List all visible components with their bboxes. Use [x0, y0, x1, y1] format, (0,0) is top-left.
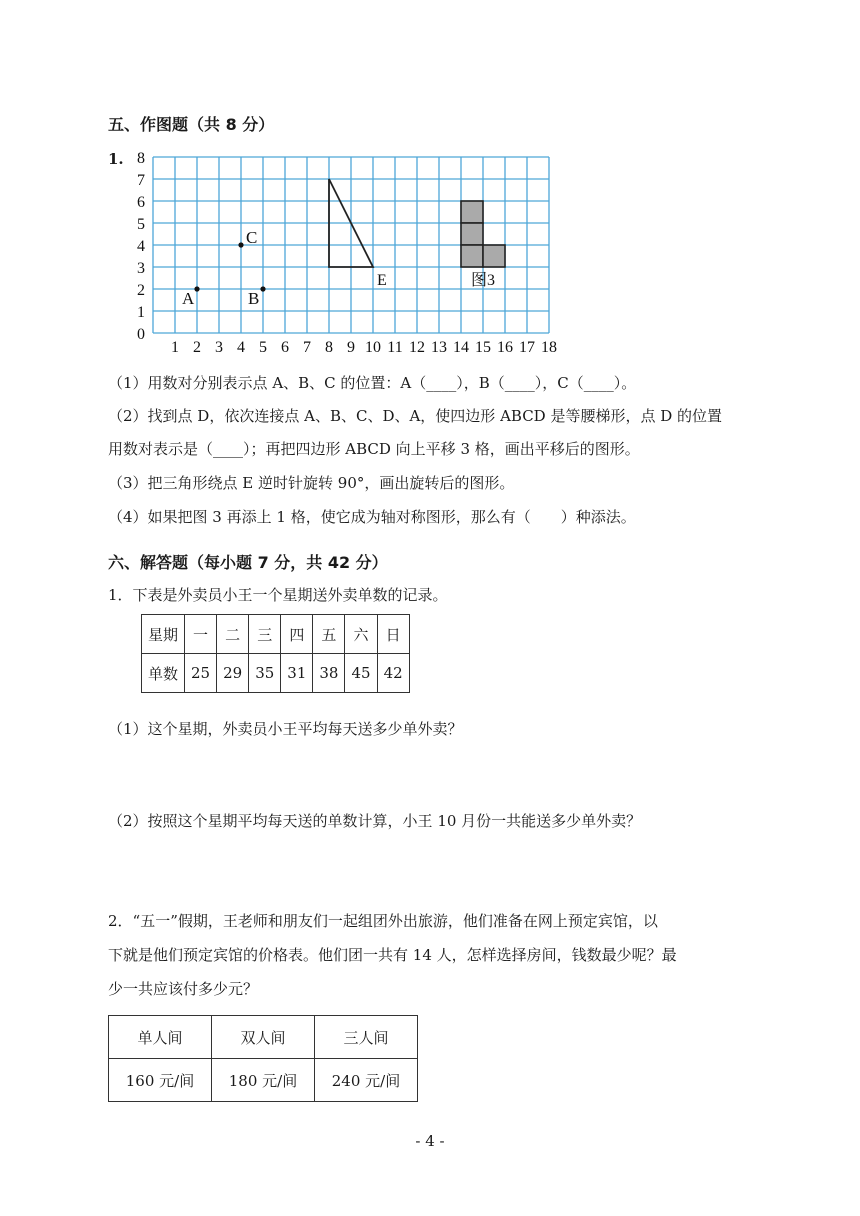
x-tick-label: 16	[497, 339, 513, 356]
table-cell: 单人间	[109, 1016, 212, 1059]
x-tick-label: 15	[475, 339, 491, 356]
table-cell: 240 元/间	[315, 1059, 418, 1102]
question-2-2-line2: 下就是他们预定宾馆的价格表。他们团一共有 14 人，怎样选择房间，钱数最少呢？最	[108, 946, 677, 964]
hotel-price-table	[108, 1015, 418, 1102]
table-cell: 星期	[142, 615, 185, 654]
point-e-label: E	[377, 272, 387, 289]
x-tick-label: 18	[541, 339, 557, 356]
question-1-4: （4）如果把图 3 再添上 1 格，使它成为轴对称图形，那么有（ ）种添法。	[108, 508, 636, 526]
x-tick-label: 3	[215, 339, 223, 356]
question-2-1-sub2: （2）按照这个星期平均每天送的单数计算，小王 10 月份一共能送多少单外卖？	[108, 812, 642, 830]
table-cell: 单数	[142, 654, 185, 693]
section-6-heading: 六、解答题（每小题 7 分，共 42 分）	[108, 553, 388, 572]
table-row	[109, 1059, 418, 1102]
page-number: - 4 -	[415, 1132, 445, 1150]
point-c-label: C	[246, 228, 258, 247]
x-tick-label: 8	[325, 339, 333, 356]
table-cell: 三	[249, 615, 281, 654]
table-cell: 160 元/间	[109, 1059, 212, 1102]
table-cell: 31	[281, 654, 313, 693]
x-tick-label: 7	[303, 339, 311, 356]
point-a-label: A	[182, 289, 195, 308]
table-cell: 双人间	[212, 1016, 315, 1059]
x-tick-label: 17	[519, 339, 535, 356]
table-cell: 日	[377, 615, 409, 654]
table-cell: 38	[313, 654, 345, 693]
y-tick-label: 3	[137, 260, 145, 277]
table-row	[142, 615, 410, 654]
y-tick-label: 5	[137, 216, 145, 233]
x-tick-label: 11	[387, 339, 403, 356]
figure3-cell	[461, 245, 483, 267]
x-tick-label: 14	[453, 339, 469, 356]
x-tick-label: 9	[347, 339, 355, 356]
question-2-2-line3: 少一共应该付多少元？	[108, 980, 259, 998]
x-tick-label: 13	[431, 339, 447, 356]
y-tick-label: 8	[137, 150, 145, 167]
table-cell: 一	[185, 615, 217, 654]
table-cell: 29	[217, 654, 249, 693]
question-2-1-intro: 1．下表是外卖员小王一个星期送外卖单数的记录。	[108, 586, 448, 604]
table-cell: 二	[217, 615, 249, 654]
question-1-2: （2）找到点 D，依次连接点 A、B、C、D、A，使四边形 ABCD 是等腰梯形，点 D 的位置	[108, 407, 723, 425]
point-b-label: B	[248, 289, 260, 308]
x-tick-label: 6	[281, 339, 289, 356]
question-1-2-cont: 用数对表示是（____）；再把四边形 ABCD 向上平移 3 格，画出平移后的图形。	[108, 440, 640, 458]
figure3-label: 图3	[470, 272, 496, 289]
x-tick-label: 10	[365, 339, 381, 356]
table-cell: 三人间	[315, 1016, 418, 1059]
y-tick-label: 1	[137, 304, 145, 321]
y-tick-label: 0	[137, 326, 145, 343]
y-tick-label: 6	[137, 194, 145, 211]
y-tick-label: 2	[137, 282, 145, 299]
coordinate-grid	[110, 145, 570, 360]
figure3-cell	[461, 223, 483, 245]
point-a	[194, 286, 199, 291]
table-cell: 四	[281, 615, 313, 654]
table-cell: 42	[377, 654, 409, 693]
table-row	[142, 654, 410, 693]
table-cell: 25	[185, 654, 217, 693]
question-2-1-sub1: （1）这个星期，外卖员小王平均每天送多少单外卖？	[108, 720, 463, 738]
x-tick-label: 12	[409, 339, 425, 356]
x-tick-label: 1	[171, 339, 179, 356]
x-tick-label: 5	[259, 339, 267, 356]
y-tick-label: 7	[137, 172, 145, 189]
table-cell: 35	[249, 654, 281, 693]
table-cell: 六	[345, 615, 377, 654]
table-row	[109, 1016, 418, 1059]
figure3-cell	[461, 201, 483, 223]
item-number: 1.	[108, 150, 124, 168]
question-1-1: （1）用数对分别表示点 A、B、C 的位置：A（____），B（____），C（____）。	[108, 374, 637, 392]
x-tick-label: 4	[237, 339, 245, 356]
section-5-heading: 五、作图题（共 8 分）	[108, 115, 275, 134]
table-cell: 五	[313, 615, 345, 654]
y-tick-label: 4	[137, 238, 145, 255]
point-b	[260, 286, 265, 291]
table-cell: 180 元/间	[212, 1059, 315, 1102]
table-cell: 45	[345, 654, 377, 693]
x-tick-label: 2	[193, 339, 201, 356]
delivery-table	[141, 614, 410, 693]
question-1-3: （3）把三角形绕点 E 逆时针旋转 90°，画出旋转后的图形。	[108, 474, 515, 492]
point-c	[238, 242, 243, 247]
question-2-2-line1: 2．“五一”假期，王老师和朋友们一起组团外出旅游，他们准备在网上预定宾馆，以	[108, 912, 658, 930]
figure3-cell	[483, 245, 505, 267]
